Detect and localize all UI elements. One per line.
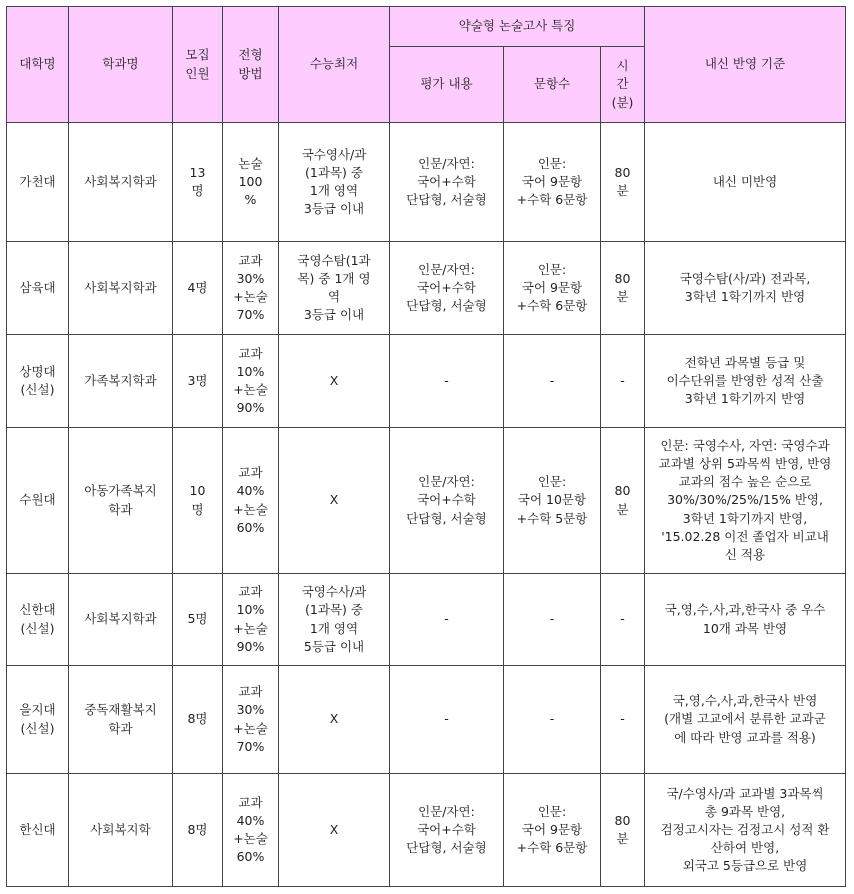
cell-method: 교과 30% +논술 70% [223,666,279,774]
cell-csat-min: 국수영사/과 (1과목) 중 1개 영역 3등급 이내 [279,123,390,242]
cell-csat-min: X [279,428,390,574]
cell-method: 교과 30% +논술 70% [223,242,279,335]
cell-school-record: 국/수영사/과 교과별 3과목씩 총 9과목 반영, 검정고시자는 검정고시 성적 환 산하여 반영, 외국고 5등급으로 반영 [645,774,846,887]
cell-quota: 10 명 [173,428,223,574]
cell-method: 교과 10% +논술 90% [223,335,279,428]
cell-method: 교과 10% +논술 90% [223,574,279,666]
cell-quota: 4명 [173,242,223,335]
header-eval-content: 평가 내용 [390,47,504,123]
header-num-questions: 문항수 [504,47,601,123]
cell-eval-content: 인문/자연: 국어+수학 단답형, 서술형 [390,123,504,242]
cell-num-questions: 인문: 국어 9문항 +수학 6문항 [504,123,601,242]
cell-university: 수원대 [7,428,69,574]
cell-quota: 13 명 [173,123,223,242]
cell-university: 을지대 (신설) [7,666,69,774]
cell-university: 삼육대 [7,242,69,335]
cell-time: 80 분 [601,123,645,242]
table-row [7,242,846,335]
cell-school-record: 인문: 국영수사, 자연: 국영수과 교과별 상위 5과목씩 반영, 반영 교과의 점수 높은 순으로 30%/30%/25%/15% 반영, 3학년 1학기까지 반영, '15.02.28 이전 졸업자 비교내 신 적용 [645,428,846,574]
cell-time: - [601,666,645,774]
cell-eval-content: - [390,574,504,666]
cell-quota: 8명 [173,774,223,887]
admissions-table [6,6,846,887]
header-time: 시 간 (분) [601,47,645,123]
header-department: 학과명 [69,7,173,123]
cell-department: 사회복지학과 [69,242,173,335]
cell-eval-content: 인문/자연: 국어+수학 단답형, 서술형 [390,428,504,574]
cell-csat-min: 국영수사/과 (1과목) 중 1개 영역 5등급 이내 [279,574,390,666]
cell-school-record: 국영수탐(사/과) 전과목, 3학년 1학기까지 반영 [645,242,846,335]
cell-num-questions: - [504,574,601,666]
cell-department: 사회복지학과 [69,574,173,666]
cell-time: - [601,574,645,666]
cell-quota: 8명 [173,666,223,774]
cell-school-record: 내신 미반영 [645,123,846,242]
header-quota: 모집 인원 [173,7,223,123]
cell-time: - [601,335,645,428]
cell-csat-min: X [279,774,390,887]
cell-school-record: 국,영,수,사,과,한국사 중 우수 10개 과목 반영 [645,574,846,666]
cell-department: 가족복지학과 [69,335,173,428]
header-method: 전형 방법 [223,7,279,123]
cell-num-questions: - [504,335,601,428]
cell-method: 논술 100 % [223,123,279,242]
cell-school-record: 전학년 과목별 등급 및 이수단위를 반영한 성적 산출 3학년 1학기까지 반영 [645,335,846,428]
header-university: 대학명 [7,7,69,123]
cell-university: 가천대 [7,123,69,242]
cell-eval-content: - [390,335,504,428]
cell-csat-min: X [279,335,390,428]
cell-csat-min: X [279,666,390,774]
cell-eval-content: 인문/자연: 국어+수학 단답형, 서술형 [390,242,504,335]
cell-method: 교과 40% +논술 60% [223,774,279,887]
cell-university: 한신대 [7,774,69,887]
table-row [7,428,846,574]
cell-department: 아동가족복지 학과 [69,428,173,574]
cell-department: 사회복지학 [69,774,173,887]
cell-school-record: 국,영,수,사,과,한국사 반영 (개별 고교에서 분류한 교과군 에 따라 반영 교과를 적용) [645,666,846,774]
cell-quota: 3명 [173,335,223,428]
cell-time: 80 분 [601,428,645,574]
table-row [7,774,846,887]
cell-time: 80 분 [601,774,645,887]
table-row [7,574,846,666]
cell-time: 80 분 [601,242,645,335]
cell-csat-min: 국영수탐(1과 목) 중 1개 영 역 3등급 이내 [279,242,390,335]
cell-university: 신한대 (신설) [7,574,69,666]
header-school-record: 내신 반영 기준 [645,7,846,123]
cell-university: 상명대 (신설) [7,335,69,428]
header-csat-min: 수능최저 [279,7,390,123]
cell-department: 중독재활복지 학과 [69,666,173,774]
table-row [7,123,846,242]
table-row [7,335,846,428]
cell-num-questions: - [504,666,601,774]
table-row [7,666,846,774]
cell-method: 교과 40% +논술 60% [223,428,279,574]
cell-num-questions: 인문: 국어 9문항 +수학 6문항 [504,774,601,887]
cell-num-questions: 인문: 국어 10문항 +수학 5문항 [504,428,601,574]
cell-num-questions: 인문: 국어 9문항 +수학 6문항 [504,242,601,335]
header-essay-group: 약술형 논술고사 특징 [390,7,645,47]
cell-eval-content: 인문/자연: 국어+수학 단답형, 서술형 [390,774,504,887]
cell-quota: 5명 [173,574,223,666]
cell-department: 사회복지학과 [69,123,173,242]
cell-eval-content: - [390,666,504,774]
